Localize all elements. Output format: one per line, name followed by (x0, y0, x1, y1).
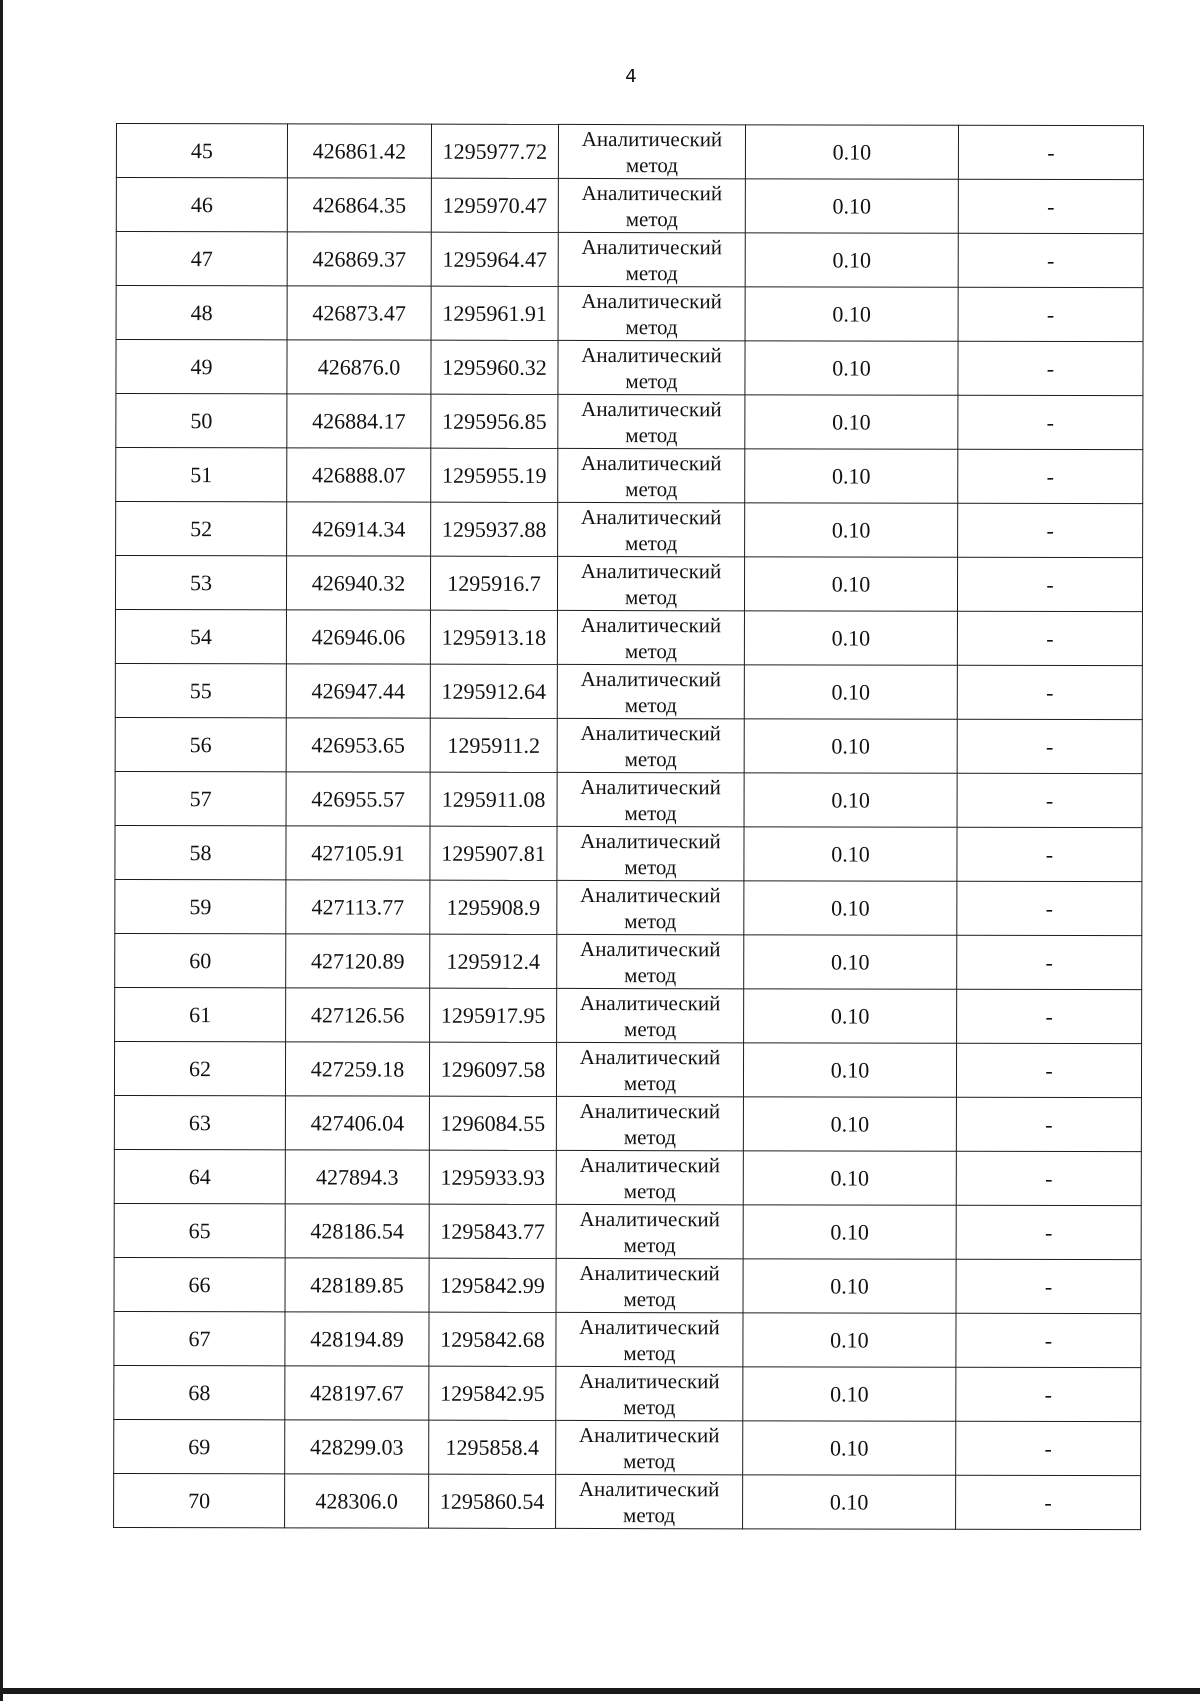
accuracy-cell: 0.10 (743, 1259, 956, 1313)
method-line-1: Аналитический (581, 342, 722, 367)
method-line-1: Аналитический (578, 1422, 720, 1447)
table-row (116, 232, 1143, 288)
method-line-2: метод (625, 206, 678, 231)
y-coordinate-cell: 1295842.99 (429, 1258, 556, 1312)
method-cell (556, 1366, 743, 1420)
method-line-1: Аналитический (579, 1206, 720, 1231)
accuracy-cell: 0.10 (745, 395, 958, 449)
x-coordinate-cell: 427120.89 (286, 934, 430, 988)
note-cell: - (957, 989, 1142, 1043)
table-row (114, 1311, 1141, 1367)
method-line-1: Аналитический (579, 1314, 720, 1339)
method-line-2: метод (625, 530, 678, 555)
x-coordinate-cell: 426888.07 (287, 448, 431, 502)
accuracy-cell: 0.10 (744, 827, 957, 881)
y-coordinate-cell: 1295860.54 (429, 1474, 556, 1528)
point-number-cell: 63 (114, 1095, 285, 1149)
method-cell (557, 772, 744, 826)
method-line-2: метод (623, 1070, 677, 1095)
note-cell: - (956, 1313, 1141, 1367)
accuracy-cell: 0.10 (745, 287, 958, 341)
accuracy-cell: 0.10 (745, 179, 958, 233)
table-row (114, 1095, 1141, 1151)
point-number-cell: 45 (116, 124, 287, 178)
y-coordinate-cell: 1295917.95 (430, 988, 557, 1042)
y-coordinate-cell: 1295977.72 (431, 124, 558, 178)
method-line-2: метод (623, 1232, 676, 1257)
table-row (116, 286, 1143, 342)
y-coordinate-cell: 1295908.9 (430, 880, 557, 934)
y-coordinate-cell: 1295858.4 (429, 1420, 556, 1474)
table-row (115, 879, 1142, 935)
y-coordinate-cell: 1295911.08 (430, 772, 557, 826)
point-number-cell: 55 (115, 663, 286, 717)
x-coordinate-cell: 426955.57 (286, 772, 430, 826)
method-line-2: метод (623, 1124, 676, 1149)
method-line-2: метод (624, 800, 677, 825)
note-cell: - (957, 773, 1142, 827)
table-row (115, 771, 1142, 827)
point-number-cell: 57 (115, 771, 286, 825)
method-line-2: метод (623, 1394, 676, 1419)
y-coordinate-cell: 1295970.47 (431, 178, 558, 232)
x-coordinate-cell: 427894.3 (285, 1150, 429, 1204)
method-cell (557, 718, 744, 772)
method-cell (556, 1204, 743, 1258)
y-coordinate-cell: 1295911.2 (430, 718, 557, 772)
accuracy-cell: 0.10 (744, 557, 957, 611)
accuracy-cell: 0.10 (743, 1421, 956, 1475)
note-cell: - (957, 881, 1142, 935)
method-cell (558, 232, 745, 286)
point-number-cell: 53 (115, 556, 286, 610)
page-number: 4 (625, 66, 637, 87)
method-cell (557, 934, 744, 988)
y-coordinate-cell: 1295937.88 (431, 502, 558, 556)
y-coordinate-cell: 1295961.91 (431, 286, 558, 340)
note-cell: - (957, 827, 1142, 881)
x-coordinate-cell: 428306.0 (285, 1474, 429, 1528)
x-coordinate-cell: 426884.17 (287, 394, 431, 448)
table-row (114, 1257, 1141, 1313)
y-coordinate-cell: 1295956.85 (431, 394, 558, 448)
table-body (114, 124, 1144, 1530)
y-coordinate-cell: 1295842.95 (429, 1366, 556, 1420)
table-row (114, 1365, 1141, 1421)
table-row (115, 933, 1142, 989)
table-row (116, 502, 1143, 558)
x-coordinate-cell: 428189.85 (285, 1258, 429, 1312)
x-coordinate-cell: 427406.04 (285, 1096, 429, 1150)
table-row (115, 610, 1142, 666)
point-number-cell: 64 (114, 1149, 285, 1203)
point-number-cell: 61 (115, 987, 286, 1041)
scan-edge-left (0, 0, 3, 1701)
method-line-2: метод (623, 1178, 676, 1203)
note-cell: - (958, 341, 1143, 395)
x-coordinate-cell: 426864.35 (287, 178, 431, 232)
method-line-1: Аналитический (581, 234, 722, 259)
note-cell: - (957, 557, 1142, 611)
accuracy-cell: 0.10 (743, 1097, 956, 1151)
y-coordinate-cell: 1295916.7 (430, 556, 557, 610)
y-coordinate-cell: 1295842.68 (429, 1312, 556, 1366)
accuracy-cell: 0.10 (744, 935, 957, 989)
point-number-cell: 70 (114, 1473, 285, 1527)
table-row (116, 178, 1143, 234)
table-row (114, 1419, 1141, 1475)
y-coordinate-cell: 1295912.64 (430, 664, 557, 718)
accuracy-cell: 0.10 (744, 881, 957, 935)
note-cell: - (958, 395, 1143, 449)
point-number-cell: 47 (116, 232, 287, 286)
method-cell (556, 1042, 743, 1096)
x-coordinate-cell: 428186.54 (285, 1204, 429, 1258)
y-coordinate-cell: 1295843.77 (429, 1204, 556, 1258)
point-number-cell: 46 (116, 178, 287, 232)
method-line-1: Аналитический (580, 558, 722, 583)
note-cell: - (957, 665, 1142, 719)
method-line-2: метод (624, 1016, 677, 1041)
accuracy-cell: 0.10 (744, 773, 957, 827)
point-number-cell: 59 (115, 879, 286, 933)
accuracy-cell: 0.10 (745, 449, 958, 503)
accuracy-cell: 0.10 (743, 1043, 956, 1097)
accuracy-cell: 0.10 (745, 503, 958, 557)
note-cell: - (958, 233, 1143, 287)
x-coordinate-cell: 426873.47 (287, 286, 431, 340)
note-cell: - (956, 1151, 1141, 1205)
y-coordinate-cell: 1295933.93 (429, 1150, 556, 1204)
method-cell (558, 394, 745, 448)
method-line-2: метод (624, 584, 678, 609)
table-row (115, 987, 1142, 1043)
point-number-cell: 49 (116, 340, 287, 394)
method-line-1: Аналитический (580, 774, 721, 799)
note-cell: - (956, 1421, 1141, 1475)
note-cell: - (958, 449, 1143, 503)
x-coordinate-cell: 426876.0 (287, 340, 431, 394)
y-coordinate-cell: 1296097.58 (429, 1042, 556, 1096)
method-line-2: метод (624, 638, 677, 663)
method-line-2: метод (625, 152, 678, 177)
scan-edge-bottom (0, 1688, 1200, 1694)
method-cell (558, 178, 745, 232)
method-line-1: Аналитический (580, 666, 722, 691)
method-cell (558, 286, 745, 340)
x-coordinate-cell: 426946.06 (286, 610, 430, 664)
table-row (115, 663, 1142, 719)
y-coordinate-cell: 1295907.81 (430, 826, 557, 880)
accuracy-cell: 0.10 (744, 665, 957, 719)
x-coordinate-cell: 426940.32 (286, 556, 430, 610)
x-coordinate-cell: 426914.34 (287, 502, 431, 556)
point-number-cell: 69 (114, 1419, 285, 1473)
method-line-2: метод (624, 854, 677, 879)
note-cell: - (958, 179, 1143, 233)
table-row (116, 340, 1143, 396)
table-row (114, 1149, 1141, 1205)
y-coordinate-cell: 1295913.18 (430, 610, 557, 664)
method-cell (557, 610, 744, 664)
note-cell: - (956, 1043, 1141, 1097)
note-cell: - (956, 1475, 1141, 1529)
method-line-2: метод (625, 314, 678, 339)
method-line-1: Аналитический (580, 936, 721, 961)
y-coordinate-cell: 1295912.4 (430, 934, 557, 988)
table-row (116, 448, 1143, 504)
point-number-cell: 67 (114, 1311, 285, 1365)
method-cell (557, 556, 744, 610)
point-number-cell: 48 (116, 286, 287, 340)
note-cell: - (957, 611, 1142, 665)
method-line-1: Аналитический (581, 396, 722, 421)
method-cell (557, 826, 744, 880)
x-coordinate-cell: 427259.18 (285, 1042, 429, 1096)
x-coordinate-cell: 428197.67 (285, 1366, 429, 1420)
method-cell (557, 664, 744, 718)
y-coordinate-cell: 1295964.47 (431, 232, 558, 286)
method-line-2: метод (623, 1448, 676, 1473)
coordinates-table (113, 123, 1144, 1530)
note-cell: - (956, 1097, 1141, 1151)
x-coordinate-cell: 427105.91 (286, 826, 430, 880)
table-row (114, 1203, 1141, 1259)
method-line-1: Аналитический (581, 450, 722, 475)
method-line-2: метод (625, 368, 678, 393)
y-coordinate-cell: 1295955.19 (431, 448, 558, 502)
x-coordinate-cell: 427113.77 (286, 880, 430, 934)
method-cell (558, 502, 745, 556)
point-number-cell: 66 (114, 1257, 285, 1311)
accuracy-cell: 0.10 (744, 989, 957, 1043)
table-row (116, 124, 1143, 180)
point-number-cell: 58 (115, 825, 286, 879)
method-line-2: метод (625, 422, 678, 447)
method-line-2: метод (624, 962, 677, 987)
y-coordinate-cell: 1296084.55 (429, 1096, 556, 1150)
x-coordinate-cell: 426861.42 (287, 124, 431, 178)
method-line-1: Аналитический (579, 1044, 721, 1069)
point-number-cell: 50 (116, 394, 287, 448)
y-coordinate-cell: 1295960.32 (431, 340, 558, 394)
x-coordinate-cell: 428194.89 (285, 1312, 429, 1366)
method-cell (558, 448, 745, 502)
x-coordinate-cell: 426869.37 (287, 232, 431, 286)
method-line-1: Аналитический (580, 828, 721, 853)
method-cell (556, 1474, 743, 1528)
point-number-cell: 52 (116, 502, 287, 556)
point-number-cell: 56 (115, 717, 286, 771)
accuracy-cell: 0.10 (744, 611, 957, 665)
method-line-2: метод (624, 746, 677, 771)
note-cell: - (958, 287, 1143, 341)
accuracy-cell: 0.10 (743, 1367, 956, 1421)
table-row (114, 1473, 1141, 1529)
point-number-cell: 60 (115, 933, 286, 987)
note-cell: - (958, 125, 1143, 179)
method-line-2: метод (623, 1502, 676, 1527)
accuracy-cell: 0.10 (745, 233, 958, 287)
method-line-2: метод (625, 260, 678, 285)
table-row (116, 394, 1143, 450)
method-cell (556, 1312, 743, 1366)
method-line-1: Аналитический (581, 126, 723, 151)
method-cell (557, 988, 744, 1042)
point-number-cell: 51 (116, 448, 287, 502)
method-cell (556, 1096, 743, 1150)
method-line-1: Аналитический (579, 1098, 721, 1123)
accuracy-cell: 0.10 (743, 1205, 956, 1259)
note-cell: - (956, 1259, 1141, 1313)
accuracy-cell: 0.10 (745, 341, 958, 395)
method-line-2: метод (624, 908, 677, 933)
note-cell: - (957, 935, 1142, 989)
note-cell: - (958, 503, 1143, 557)
x-coordinate-cell: 428299.03 (285, 1420, 429, 1474)
table-row (115, 825, 1142, 881)
note-cell: - (956, 1367, 1141, 1421)
accuracy-cell: 0.10 (745, 125, 958, 179)
note-cell: - (956, 1205, 1141, 1259)
method-line-1: Аналитический (579, 990, 721, 1015)
table-row (115, 717, 1142, 773)
method-line-1: Аналитический (581, 180, 723, 205)
method-line-2: метод (623, 1286, 676, 1311)
method-line-1: Аналитический (578, 1476, 720, 1501)
x-coordinate-cell: 426947.44 (286, 664, 430, 718)
method-line-1: Аналитический (581, 288, 722, 313)
point-number-cell: 62 (114, 1041, 285, 1095)
method-line-2: метод (623, 1340, 676, 1365)
method-cell (556, 1258, 743, 1312)
method-line-1: Аналитический (579, 1260, 720, 1285)
table-row (114, 1041, 1141, 1097)
method-line-1: Аналитический (580, 504, 722, 529)
method-line-1: Аналитический (580, 882, 721, 907)
method-line-1: Аналитический (579, 1152, 721, 1177)
x-coordinate-cell: 427126.56 (286, 988, 430, 1042)
point-number-cell: 68 (114, 1365, 285, 1419)
method-cell (558, 124, 745, 178)
method-line-2: метод (625, 476, 678, 501)
accuracy-cell: 0.10 (743, 1313, 956, 1367)
note-cell: - (957, 719, 1142, 773)
accuracy-cell: 0.10 (744, 719, 957, 773)
method-line-1: Аналитический (580, 612, 722, 637)
method-cell (558, 340, 745, 394)
method-cell (556, 1420, 743, 1474)
accuracy-cell: 0.10 (743, 1151, 956, 1205)
method-line-2: метод (624, 692, 677, 717)
method-cell (556, 1150, 743, 1204)
x-coordinate-cell: 426953.65 (286, 718, 430, 772)
point-number-cell: 65 (114, 1203, 285, 1257)
method-line-1: Аналитический (579, 1368, 720, 1393)
accuracy-cell: 0.10 (743, 1475, 956, 1529)
method-cell (557, 880, 744, 934)
point-number-cell: 54 (115, 610, 286, 664)
table-row (115, 556, 1142, 612)
method-line-1: Аналитический (580, 720, 721, 745)
